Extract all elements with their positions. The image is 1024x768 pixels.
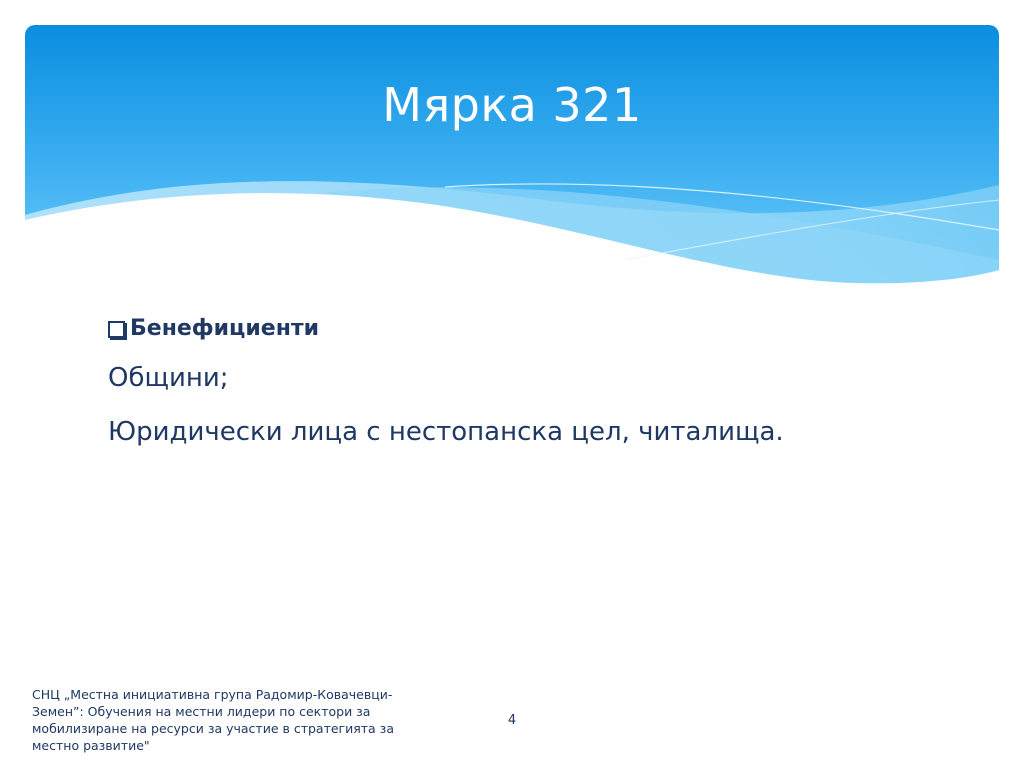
bullet-item (108, 305, 968, 351)
content-line-municipalities: Общини; (108, 363, 229, 393)
checkbox-bullet-icon (108, 321, 125, 338)
bullet-heading: Бенефициенти (130, 315, 320, 341)
slide-title: Мярка 321 (382, 78, 642, 132)
header-wave-graphic (25, 25, 999, 295)
page-number: 4 (507, 713, 517, 728)
content-line-legal-entities: Юридически лица с нестопанска цел, читалища. (108, 417, 784, 447)
header-banner (25, 25, 999, 295)
footer-text: СНЦ „Местна инициативна група Радомир-Ковачевци-Земен”: Обучения на местни лидери по сектори за мобилизиране на ресурси за участие в стратегията за местно развитие" (32, 687, 394, 753)
content-body (108, 305, 968, 459)
